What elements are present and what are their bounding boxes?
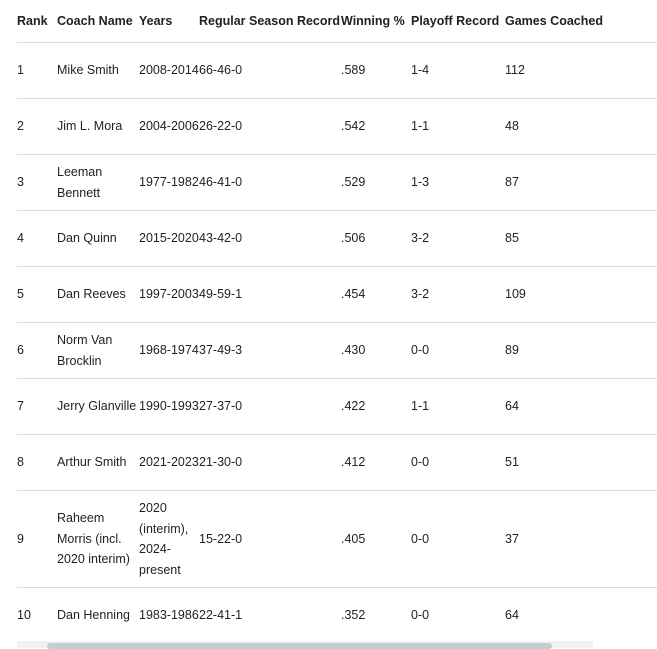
table-cell: 66-46-0 bbox=[199, 43, 341, 99]
header-row bbox=[17, 0, 657, 43]
table-cell: 48 bbox=[505, 99, 657, 155]
table-cell: 22-41-1 bbox=[199, 608, 243, 623]
table-cell: Raheem Morris (incl. 2020 interim) bbox=[57, 491, 139, 588]
table-cell: Leeman Bennett bbox=[57, 155, 139, 211]
table-row bbox=[17, 491, 657, 588]
table-cell: 1977-1982 bbox=[139, 155, 199, 211]
table-cell: 0-0 bbox=[411, 435, 505, 491]
table-cell: 7 bbox=[17, 379, 57, 435]
table-container bbox=[17, 0, 603, 648]
table-cell: Jerry Glanville bbox=[57, 379, 139, 435]
table-cell: 64 bbox=[505, 608, 519, 623]
table-cell: 1983-1986 bbox=[139, 608, 199, 623]
table-cell: Dan Quinn bbox=[57, 211, 139, 267]
table-cell: 6 bbox=[17, 323, 57, 379]
table-cell: .542 bbox=[341, 99, 411, 155]
table-cell: 26-22-0 bbox=[199, 99, 341, 155]
table-cell: 8 bbox=[17, 435, 57, 491]
column-header: Playoff Record bbox=[411, 0, 505, 43]
horizontal-scrollbar[interactable] bbox=[17, 641, 593, 648]
table-cell: 1997-2003 bbox=[139, 267, 199, 323]
table-cell: 43-42-0 bbox=[199, 211, 341, 267]
table-row bbox=[17, 267, 657, 323]
table-cell: 3 bbox=[17, 155, 57, 211]
table-cell: 1990-1993 bbox=[139, 379, 199, 435]
table-row bbox=[17, 435, 657, 491]
table-cell: 0-0 bbox=[411, 491, 505, 588]
table-cell: Norm Van Brocklin bbox=[57, 323, 139, 379]
table-cell: 2008-2014 bbox=[139, 43, 199, 99]
table-cell: 0-0 bbox=[411, 608, 430, 623]
table-cell: .352 bbox=[341, 608, 366, 623]
table-cell: 0-0 bbox=[411, 323, 505, 379]
table-cell: 1968-1974 bbox=[139, 323, 199, 379]
table-cell: 3-2 bbox=[411, 211, 505, 267]
table-cell: 27-37-0 bbox=[199, 379, 341, 435]
table-cell: 1-3 bbox=[411, 155, 505, 211]
table-cell: 87 bbox=[505, 155, 657, 211]
table-cell: 1-1 bbox=[411, 99, 505, 155]
table-cell: .430 bbox=[341, 323, 411, 379]
table-cell: 15-22-0 bbox=[199, 491, 341, 588]
table-cell: .529 bbox=[341, 155, 411, 211]
table-cell: .412 bbox=[341, 435, 411, 491]
table-cell: 5 bbox=[17, 267, 57, 323]
table-cell: 112 bbox=[505, 43, 657, 99]
table-cell: 1-1 bbox=[411, 379, 505, 435]
table-cell: 89 bbox=[505, 323, 657, 379]
table-cell: Dan Henning bbox=[57, 608, 130, 623]
table-row bbox=[17, 211, 657, 267]
table-cell: 51 bbox=[505, 435, 657, 491]
table-cell: 1-4 bbox=[411, 43, 505, 99]
table-cell: 2015-2020 bbox=[139, 211, 199, 267]
table-cell: 109 bbox=[505, 267, 657, 323]
table-cell: .422 bbox=[341, 379, 411, 435]
table-cell: 85 bbox=[505, 211, 657, 267]
table-cell: 46-41-0 bbox=[199, 155, 341, 211]
table-cell: 21-30-0 bbox=[199, 435, 341, 491]
table-cell: .405 bbox=[341, 491, 411, 588]
column-header: Rank bbox=[17, 0, 57, 43]
table-cell: 37 bbox=[505, 491, 657, 588]
table-row bbox=[17, 43, 657, 99]
table-cell: .589 bbox=[341, 43, 411, 99]
table-cell: Arthur Smith bbox=[57, 435, 139, 491]
coaches-table bbox=[17, 0, 657, 643]
table-cell: 49-59-1 bbox=[199, 267, 341, 323]
table-cell: 10 bbox=[17, 608, 31, 623]
table-row bbox=[17, 323, 657, 379]
table-cell: .454 bbox=[341, 267, 411, 323]
table-cell: .506 bbox=[341, 211, 411, 267]
scrollbar-thumb[interactable] bbox=[47, 643, 552, 649]
table-cell: Jim L. Mora bbox=[57, 99, 139, 155]
table-cell: Mike Smith bbox=[57, 43, 139, 99]
table-cell: 64 bbox=[505, 379, 657, 435]
table-cell: 2004-2006 bbox=[139, 99, 199, 155]
table-cell: 4 bbox=[17, 211, 57, 267]
column-header: Games Coached bbox=[505, 0, 657, 43]
column-header: Coach Name bbox=[57, 0, 139, 43]
table-row bbox=[17, 379, 657, 435]
column-header: Winning % bbox=[341, 0, 411, 43]
table-cell: 1 bbox=[17, 43, 57, 99]
table-cell: Dan Reeves bbox=[57, 267, 139, 323]
table-cell: 3-2 bbox=[411, 267, 505, 323]
column-header: Regular Season Record bbox=[199, 0, 341, 43]
table-cell: 2021-2023 bbox=[139, 435, 199, 491]
table-cell: 2020 (interim), 2024-present bbox=[139, 491, 199, 588]
table-row bbox=[17, 99, 657, 155]
table-row bbox=[17, 588, 657, 644]
table-cell: 2 bbox=[17, 99, 57, 155]
table-row bbox=[17, 155, 657, 211]
table-cell: 37-49-3 bbox=[199, 323, 341, 379]
column-header: Years bbox=[139, 0, 199, 43]
table-cell: 9 bbox=[17, 491, 57, 588]
